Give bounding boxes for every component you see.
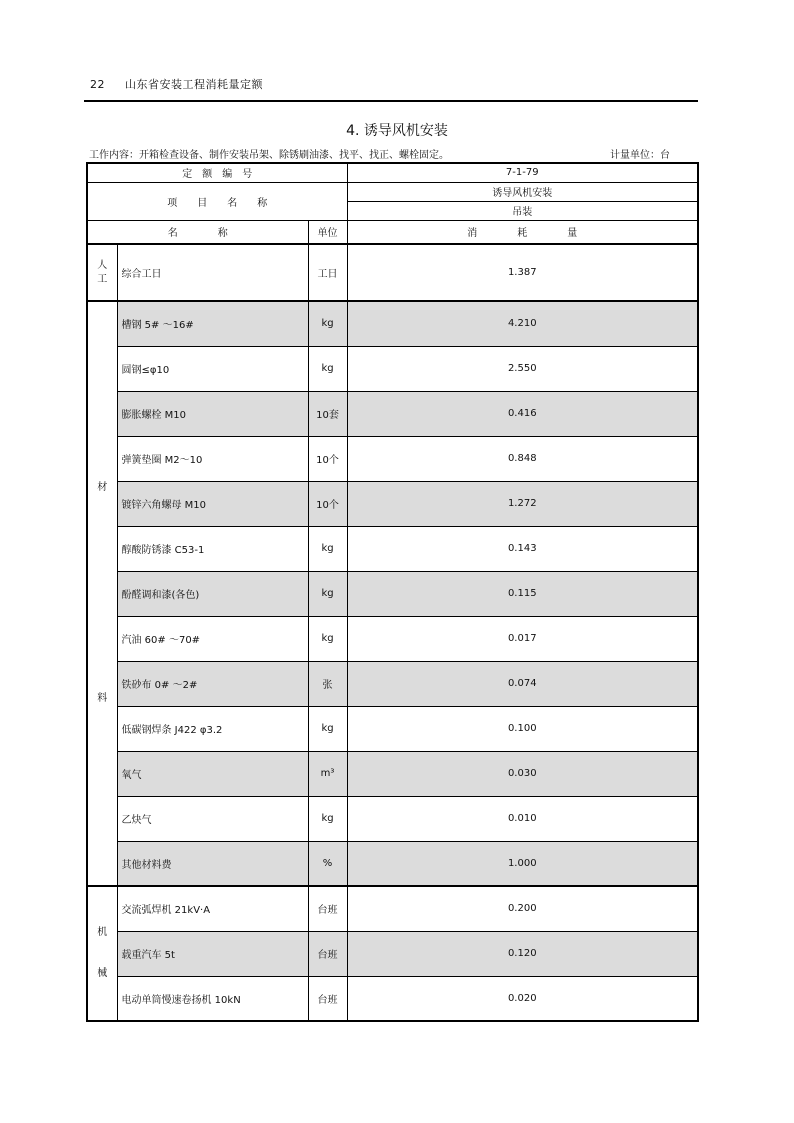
row-unit: 张 xyxy=(308,661,347,706)
table-row xyxy=(87,751,698,796)
item-name: 诱导风机安装 xyxy=(347,182,698,201)
group-label-text: 机 xyxy=(97,927,108,939)
row-value: 0.017 xyxy=(347,616,698,661)
row-name: 低碳钢焊条 J422 φ3.2 xyxy=(117,706,308,751)
row-unit: 10套 xyxy=(308,391,347,436)
row-unit: 10个 xyxy=(308,481,347,526)
table-row xyxy=(87,706,698,751)
group-label-materials xyxy=(87,301,117,886)
row-value: 1.272 xyxy=(347,481,698,526)
table-row xyxy=(87,481,698,526)
group-label-text: 材 xyxy=(97,482,108,494)
row-name: 交流弧焊机 21kV·A xyxy=(117,886,308,931)
row-unit: 台班 xyxy=(308,931,347,976)
row-name: 膨胀螺栓 M10 xyxy=(117,391,308,436)
row-name: 汽油 60# ～70# xyxy=(117,616,308,661)
row-name: 醇酸防锈漆 C53-1 xyxy=(117,526,308,571)
row-unit: kg xyxy=(308,616,347,661)
row-value: 0.200 xyxy=(347,886,698,931)
table-row xyxy=(87,886,698,931)
row-unit: kg xyxy=(308,706,347,751)
table-row xyxy=(87,796,698,841)
row-unit: % xyxy=(308,841,347,886)
col-name-header: 名 称 xyxy=(87,220,308,244)
row-value: 0.120 xyxy=(347,931,698,976)
row-name: 铁砂布 0# ～2# xyxy=(117,661,308,706)
group-label-labor xyxy=(87,244,117,301)
row-value: 1.387 xyxy=(347,244,698,301)
table-row xyxy=(87,616,698,661)
row-unit: 台班 xyxy=(308,886,347,931)
row-value: 4.210 xyxy=(347,301,698,346)
row-value: 0.143 xyxy=(347,526,698,571)
row-unit: 台班 xyxy=(308,976,347,1021)
row-unit: 工日 xyxy=(308,244,347,301)
table-row xyxy=(87,931,698,976)
row-name: 载重汽车 5t xyxy=(117,931,308,976)
table-row xyxy=(87,976,698,1021)
row-value: 0.030 xyxy=(347,751,698,796)
group-label-text: 人工 xyxy=(97,259,108,285)
row-unit: kg xyxy=(308,796,347,841)
table-row xyxy=(87,571,698,616)
row-unit: kg xyxy=(308,301,347,346)
table-row xyxy=(87,346,698,391)
row-unit: m³ xyxy=(308,751,347,796)
page-header xyxy=(90,76,263,92)
quota-table xyxy=(86,162,699,1022)
group-label-machines xyxy=(87,886,117,1021)
col-unit-header: 单位 xyxy=(308,220,347,244)
row-value: 2.550 xyxy=(347,346,698,391)
row-name: 氧气 xyxy=(117,751,308,796)
row-value: 0.074 xyxy=(347,661,698,706)
row-value: 0.010 xyxy=(347,796,698,841)
table-row xyxy=(87,436,698,481)
row-name: 电动单筒慢速卷扬机 10kN xyxy=(117,976,308,1021)
table-row xyxy=(87,301,698,346)
row-name: 其他材料费 xyxy=(117,841,308,886)
table-row xyxy=(87,661,698,706)
col-qty-header: 消 耗 量 xyxy=(347,220,698,244)
group-label-text: 械 xyxy=(97,967,108,979)
row-unit: kg xyxy=(308,571,347,616)
row-name: 酚醛调和漆(各色) xyxy=(117,571,308,616)
row-unit: 10个 xyxy=(308,436,347,481)
row-value: 0.100 xyxy=(347,706,698,751)
row-name: 镀锌六角螺母 M10 xyxy=(117,481,308,526)
table-row xyxy=(87,526,698,571)
row-value: 0.020 xyxy=(347,976,698,1021)
quota-code-label: 定 额 编 号 xyxy=(87,163,347,182)
group-label-text: 料 xyxy=(97,692,108,704)
header-rule xyxy=(84,100,698,102)
quota-code: 7-1-79 xyxy=(347,163,698,182)
work-content: 工作内容：开箱检查设备、制作安装吊架、除锈刷油漆、找平、找正、螺栓固定。 xyxy=(89,150,449,161)
book-title: 山东省安装工程消耗量定额 xyxy=(125,78,263,91)
row-value: 0.848 xyxy=(347,436,698,481)
row-value: 0.416 xyxy=(347,391,698,436)
row-name: 综合工日 xyxy=(117,244,308,301)
item-sub: 吊装 xyxy=(347,201,698,220)
item-label: 项 目 名 称 xyxy=(87,182,347,220)
row-unit: kg xyxy=(308,346,347,391)
row-name: 乙炔气 xyxy=(117,796,308,841)
row-unit: kg xyxy=(308,526,347,571)
row-value: 0.115 xyxy=(347,571,698,616)
table-row xyxy=(87,841,698,886)
page-number: 22 xyxy=(90,78,105,91)
table-row xyxy=(87,391,698,436)
row-value: 1.000 xyxy=(347,841,698,886)
section-title: 4. 诱导风机安装 xyxy=(346,123,448,139)
table-row xyxy=(87,244,698,301)
row-name: 圆钢≤φ10 xyxy=(117,346,308,391)
unit-of-measure: 计量单位：台 xyxy=(610,150,670,161)
row-name: 槽钢 5# ～16# xyxy=(117,301,308,346)
row-name: 弹簧垫圈 M2～10 xyxy=(117,436,308,481)
